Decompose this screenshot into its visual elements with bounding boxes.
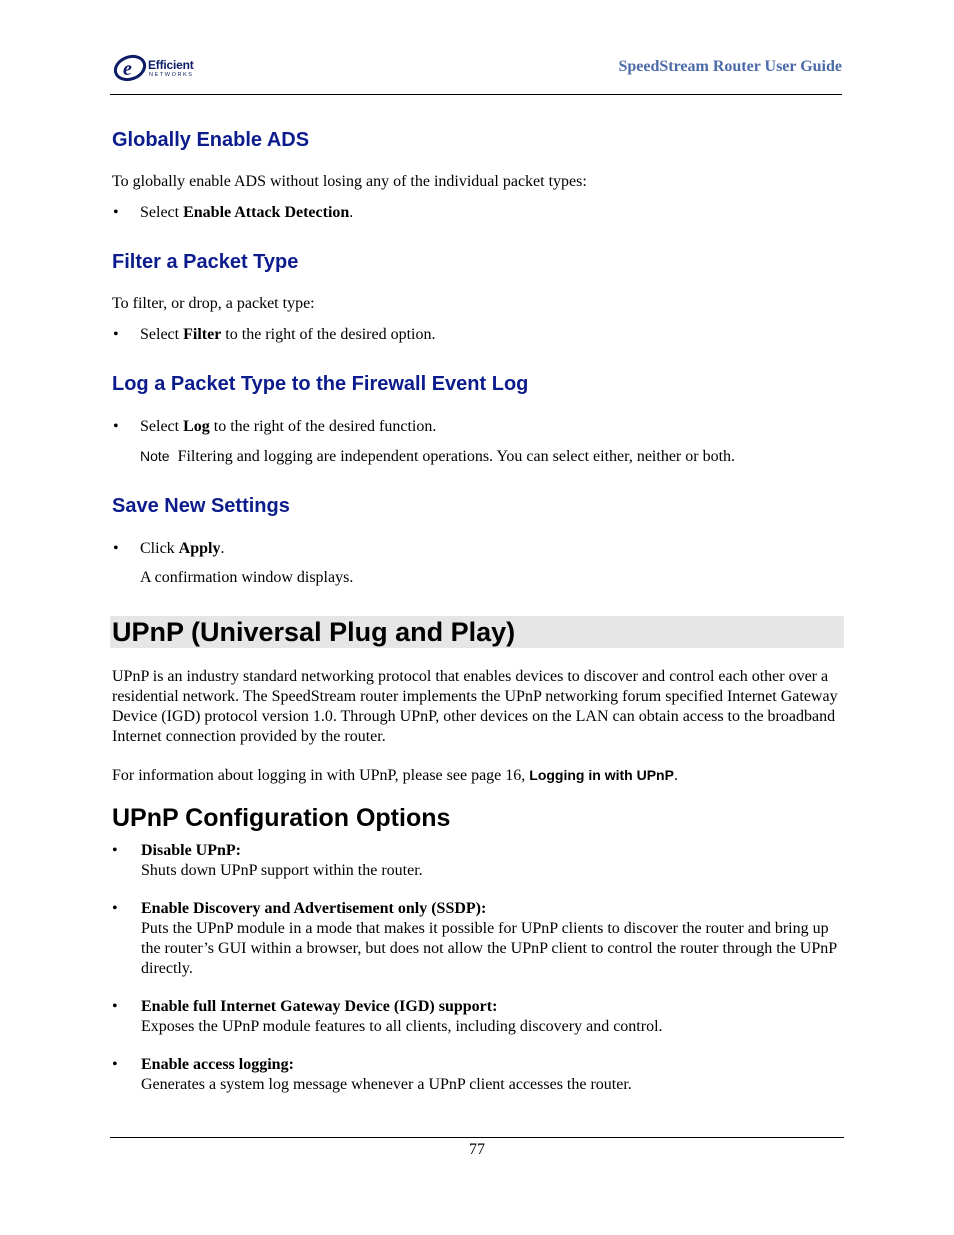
document-title: SpeedStream Router User Guide [618, 58, 842, 75]
note [140, 446, 735, 467]
footer-divider [110, 1137, 844, 1138]
bullet-bold-text: Filter [183, 326, 222, 343]
logo-mark-letter: e [123, 58, 132, 80]
option-description: Shuts down UPnP support within the router. [141, 862, 423, 879]
upnp-intro-paragraph: UPnP is an industry standard networking protocol that enables devices to discover and control each other over a residential network. The SpeedStream router implements the UPnP networking forum specified Internet Gateway Device (IGD) protocol version 1.0. Through UPnP, other devices on the LAN can obtain access to the broadband Internet connection provided by the router. [112, 668, 838, 745]
page-number: 77 [469, 1141, 485, 1158]
logo-swoosh-icon [114, 54, 150, 82]
bullet-glyph: • [112, 842, 118, 859]
bullet-bold-text: Log [183, 418, 210, 435]
option-label: Enable full Internet Gateway Device (IGD) support: [141, 998, 498, 1015]
heading-filter-packet-type: Filter a Packet Type [112, 251, 299, 273]
bullet-glyph: • [112, 900, 118, 917]
logging-paragraph-end: . [673, 767, 678, 784]
bullet-glyph: • [113, 418, 119, 435]
option-label: Disable UPnP: [141, 842, 241, 859]
bullet-glyph: • [113, 540, 119, 557]
bullet-glyph: • [112, 998, 118, 1015]
option-label: Enable Discovery and Advertisement only (SSDP): [141, 900, 487, 917]
option-description: Exposes the UPnP module features to all clients, including discovery and control. [141, 1018, 663, 1035]
option-description: Generates a system log message whenever a UPnP client accesses the router. [141, 1076, 632, 1093]
bullet-text: Select [140, 204, 184, 221]
header-divider [110, 94, 842, 95]
globally-enable-intro: To globally enable ADS without losing any of the individual packet types: [112, 173, 587, 190]
filter-intro: To filter, or drop, a packet type: [112, 295, 315, 312]
bullet-text-end: to the right of the desired option. [221, 326, 436, 343]
bullet-text-end: to the right of the desired function. [209, 418, 437, 435]
efficient-networks-logo [114, 52, 214, 84]
logo-sub-text: NETWORKS [149, 72, 194, 78]
heading-upnp: UPnP (Universal Plug and Play) [112, 617, 516, 647]
bullet-bold-text: Enable Attack Detection [183, 204, 350, 221]
note-text: Filtering and logging are independent operations. You can select either, neither or both. [177, 448, 736, 465]
option-description: Puts the UPnP module in a mode that makes it possible for UPnP clients to discover the router and bring up the router’s GUI within a browser, but does not allow the UPnP client to control the router through the UPnP directly. [141, 920, 837, 977]
logo-brand-text: Efficient [148, 58, 194, 72]
option-label: Enable access logging: [141, 1056, 294, 1073]
bullet-glyph: • [113, 326, 119, 343]
bullet-text-end: . [220, 540, 225, 557]
upnp-logging-paragraph [112, 765, 842, 786]
heading-save-new-settings: Save New Settings [112, 495, 290, 517]
confirmation-text: A confirmation window displays. [140, 569, 354, 586]
bullet-text-end: . [349, 204, 354, 221]
bullet-glyph: • [112, 1056, 118, 1073]
heading-upnp-config-options: UPnP Configuration Options [112, 804, 451, 832]
logging-in-with-upnp-link[interactable]: Logging in with UPnP [529, 767, 674, 783]
bullet-bold-text: Apply [178, 540, 221, 557]
heading-globally-enable-ads: Globally Enable ADS [112, 129, 310, 151]
bullet-text: Click [140, 540, 179, 557]
bullet-text: Select [140, 418, 184, 435]
bullet-text: Select [140, 326, 184, 343]
logging-paragraph-text: For information about logging in with UPnP, please see page 16, [112, 767, 530, 784]
heading-log-packet-type: Log a Packet Type to the Firewall Event Log [112, 373, 529, 395]
bullet-glyph: • [113, 204, 119, 221]
note-label: Note [140, 448, 170, 464]
